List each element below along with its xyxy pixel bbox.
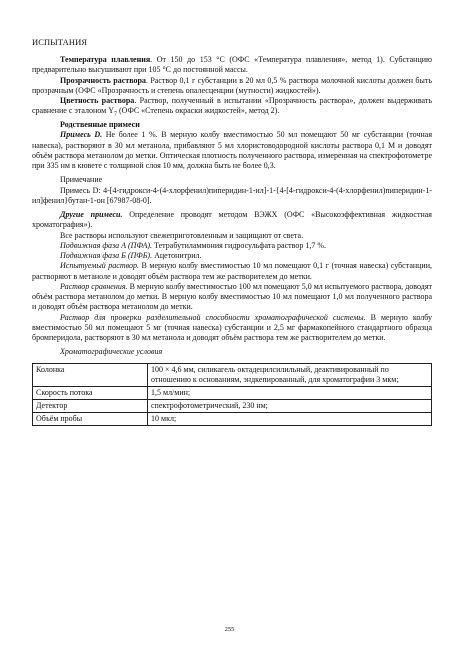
test-solution-paragraph bbox=[32, 261, 432, 282]
note-text: Примесь D: 4-[4-гидрокси-4-(4-хлорфенил)пиперидин-1-ил]-1-{4-[4-гидрокси-4-(4-хлорфенил)пиперидин-1-ил]фенил}бутан-1-он [67987-08-0]. bbox=[32, 185, 432, 205]
chromatographic-conditions-heading: Хроматографические условия bbox=[60, 347, 163, 357]
mobile-phase-a-label: Подвижная фаза А (ПФА). bbox=[60, 240, 153, 250]
transparency-text: . Раствор 0,1 г субстанции в 20 мл 0,5 % раствора молочной кислоты должен быть прозрачным (ОФС «Прозрачность и степень опалесценции (мутности) жидкостей»). bbox=[32, 75, 432, 95]
color-label: Цветность раствора bbox=[60, 96, 135, 105]
condition-parameter-cell: Детектор bbox=[33, 399, 148, 412]
impurity-d-paragraph bbox=[32, 130, 432, 171]
color-text-1: . Раствор, полученный в испытании «Прозрачность раствора», должен выдерживать сравнение с эталоном Y bbox=[32, 96, 432, 116]
condition-parameter-cell: Скорость потока bbox=[33, 386, 148, 399]
mobile-phase-b-paragraph bbox=[32, 251, 432, 261]
condition-parameter-cell: Колонка bbox=[33, 363, 148, 386]
system-suitability-text: В мерную колбу вместимостью 50 мл помещают 5 мг (точная навеска) субстанции и 2,5 мг фармакопейного стандартного образца бромперидола, растворяют в 30 мл метанола и доводят объём раствора тем же растворителем до метки. bbox=[32, 312, 433, 343]
solutions-note: Все растворы используют свежеприготовленным и защищают от света. bbox=[60, 230, 304, 240]
table-row bbox=[33, 412, 432, 425]
other-impurities-text: Определение проводят методом ВЭЖХ (ОФС «Высокоэффективная жидкостная хроматография»). bbox=[32, 210, 432, 230]
other-impurities-paragraph bbox=[32, 210, 432, 231]
transparency-label: Прозрачность раствора bbox=[60, 75, 146, 85]
color-paragraph bbox=[32, 96, 432, 120]
reference-solution-text: В мерную колбу вместимостью 100 мл помещают 5,0 мл испытуемого раствора, доводят объём раствора метанолом до метки. В мерную колбу вместимостью 10 мл помещают 1,0 мл полученного раствора и доводят объём раствора метанолом до метки. bbox=[32, 281, 432, 312]
table-row bbox=[33, 386, 432, 399]
impurity-d-label: Примесь D. bbox=[60, 130, 103, 140]
other-impurities-label: Другие примеси. bbox=[60, 210, 123, 220]
section-title: ИСПЫТАНИЯ bbox=[32, 37, 88, 47]
table-row bbox=[33, 399, 432, 412]
system-suitability-label: Раствор для проверки разделительной способности хроматографической системы. bbox=[60, 312, 366, 322]
mobile-phase-a-text: Тетрабутиламмония гидросульфата раствор 1,7 %. bbox=[152, 240, 326, 250]
condition-value-cell: спектрофотометрический, 230 нм; bbox=[148, 399, 432, 412]
transparency-paragraph bbox=[32, 76, 432, 97]
impurity-d-text: Не более 1 %. В мерную колбу вместимостью 50 мл помещают 50 мг субстанции (точная навеска), растворяют в 30 мл метанола, прибавляют 5 мл хлористоводородной кислоты раствора 0,1 М и доводят объём раствора метанолом до метки. Оптическая плотность полученного раствора, измеренная на спектрофотометре при 335 нм в кювете с толщиной слоя 10 мм, должна быть не более 0,3. bbox=[32, 130, 433, 171]
condition-value-cell: 100 × 4,6 мм, силикагель октадецилсилильный, деактивированный по отношению к основаниям, эндкепированный, для хроматографии 3 мкм; bbox=[148, 363, 432, 386]
related-impurities-heading: Родственные примеси bbox=[60, 120, 140, 130]
condition-value-cell: 1,5 мл/мин; bbox=[148, 386, 432, 399]
page-number: 255 bbox=[224, 626, 235, 633]
mobile-phase-b-text: Ацетонитрил. bbox=[152, 251, 202, 261]
condition-parameter-cell: Объём пробы bbox=[33, 412, 148, 425]
melting-point-paragraph bbox=[32, 55, 432, 76]
melting-point-label: Температура плавления bbox=[60, 55, 151, 64]
color-standard-subscript: 7 bbox=[113, 111, 117, 118]
color-text-2: (ОФС «Степень окраски жидкостей», метод 2). bbox=[116, 106, 280, 116]
test-solution-text: В мерную колбу вместимостью 10 мл помещают 0,1 г (точная навеска) субстанции, растворяют в метаноле и доводят объём раствора тем же растворителем до метки. bbox=[32, 261, 432, 281]
reference-solution-label: Раствор сравнения. bbox=[60, 281, 128, 291]
page-content bbox=[32, 37, 432, 426]
test-solution-label: Испытуемый раствор. bbox=[60, 261, 139, 271]
chromatographic-conditions-table bbox=[32, 363, 432, 426]
condition-value-cell: 10 мкл; bbox=[148, 412, 432, 425]
reference-solution-paragraph bbox=[32, 282, 432, 313]
mobile-phase-a-paragraph bbox=[32, 241, 432, 251]
mobile-phase-b-label: Подвижная фаза Б (ПФБ). bbox=[60, 251, 153, 261]
note-label: Примечание bbox=[60, 175, 103, 185]
system-suitability-paragraph bbox=[32, 313, 432, 344]
melting-point-text: . От 150 до 153 °C (ОФС «Температура плавления», метод 1). Субстанцию предварительно высушивают при 105 °C до постоянной массы. bbox=[32, 55, 432, 75]
table-row bbox=[33, 363, 432, 386]
